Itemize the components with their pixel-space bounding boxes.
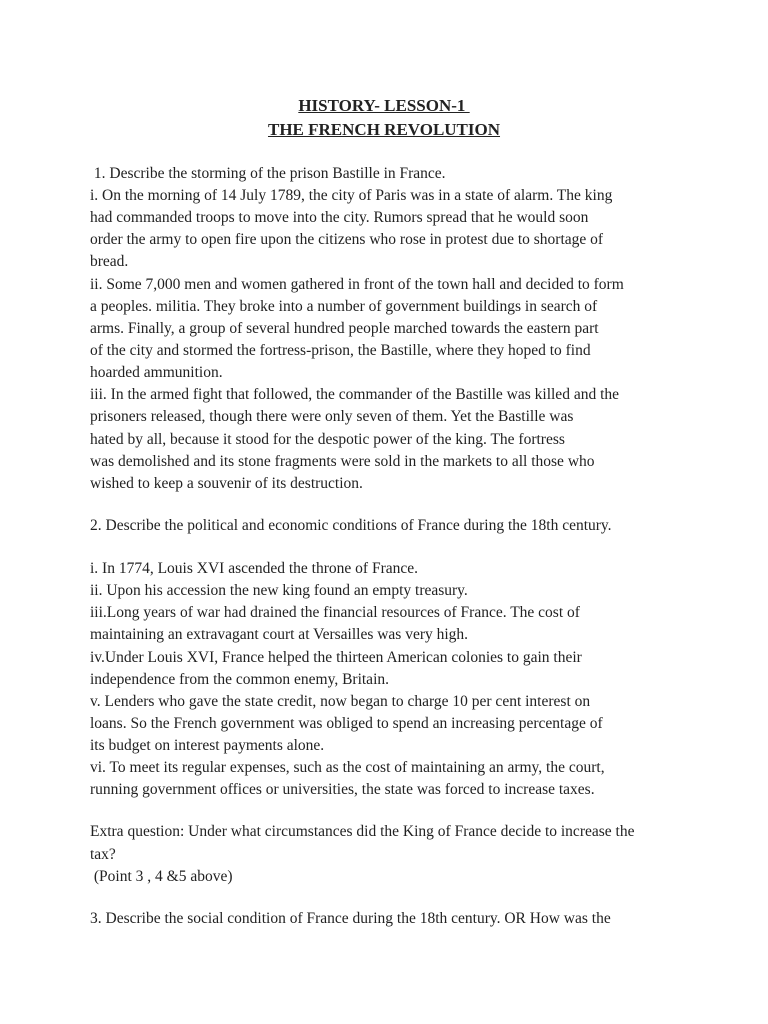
text-line: tax? [90, 846, 116, 863]
text-line: iv.Under Louis XVI, France helped the thirteen American colonies to gain their [90, 649, 582, 666]
text-line: ii. Some 7,000 men and women gathered in front of the town hall and decided to form [90, 276, 624, 293]
text-line: hoarded ammunition. [90, 364, 223, 381]
text-line: i. In 1774, Louis XVI ascended the throne of France. [90, 560, 418, 577]
text-line: (Point 3 , 4 &5 above) [90, 868, 233, 885]
question-1-heading: 1. Describe the storming of the prison Bastille in France. [90, 165, 446, 182]
question-2-heading: 2. Describe the political and economic conditions of France during the 18th century. [90, 517, 612, 534]
document-title: HISTORY- LESSON-1 [298, 96, 470, 115]
text-line: its budget on interest payments alone. [90, 737, 325, 754]
text-line: of the city and stormed the fortress-prison, the Bastille, where they hoped to find [90, 342, 591, 359]
text-line: was demolished and its stone fragments were sold in the markets to all those who [90, 453, 595, 470]
text-line: iii. In the armed fight that followed, the commander of the Bastille was killed and the [90, 386, 620, 403]
text-line: loans. So the French government was obliged to spend an increasing percentage of [90, 715, 603, 732]
text-line: iii.Long years of war had drained the financial resources of France. The cost of [90, 604, 580, 621]
text-line: wished to keep a souvenir of its destruction. [90, 475, 363, 492]
text-line: v. Lenders who gave the state credit, now began to charge 10 per cent interest on [90, 693, 591, 710]
text-line: independence from the common enemy, Britain. [90, 671, 389, 688]
text-line: running government offices or universities, the state was forced to increase taxes. [90, 781, 595, 798]
extra-question: Extra question: Under what circumstances did the King of France decide to increase the [90, 823, 635, 840]
text-line: prisoners released, though there were only seven of them. Yet the Bastille was [90, 408, 574, 425]
text-line: bread. [90, 253, 129, 270]
text-line: vi. To meet its regular expenses, such as the cost of maintaining an army, the court, [90, 759, 605, 776]
document-subtitle: THE FRENCH REVOLUTION [267, 120, 501, 139]
text-line: ii. Upon his accession the new king found an empty treasury. [90, 582, 468, 599]
text-line: i. On the morning of 14 July 1789, the city of Paris was in a state of alarm. The king [90, 187, 613, 204]
text-line: had commanded troops to move into the city. Rumors spread that he would soon [90, 209, 589, 226]
text-line: hated by all, because it stood for the despotic power of the king. The fortress [90, 431, 565, 448]
question-3-heading: 3. Describe the social condition of France during the 18th century. OR How was the [90, 910, 611, 927]
text-line: maintaining an extravagant court at Versailles was very high. [90, 626, 469, 643]
text-line: a peoples. militia. They broke into a number of government buildings in search of [90, 298, 598, 315]
text-line: arms. Finally, a group of several hundred people marched towards the eastern part [90, 320, 599, 337]
text-line: order the army to open fire upon the citizens who rose in protest due to shortage of [90, 231, 604, 248]
